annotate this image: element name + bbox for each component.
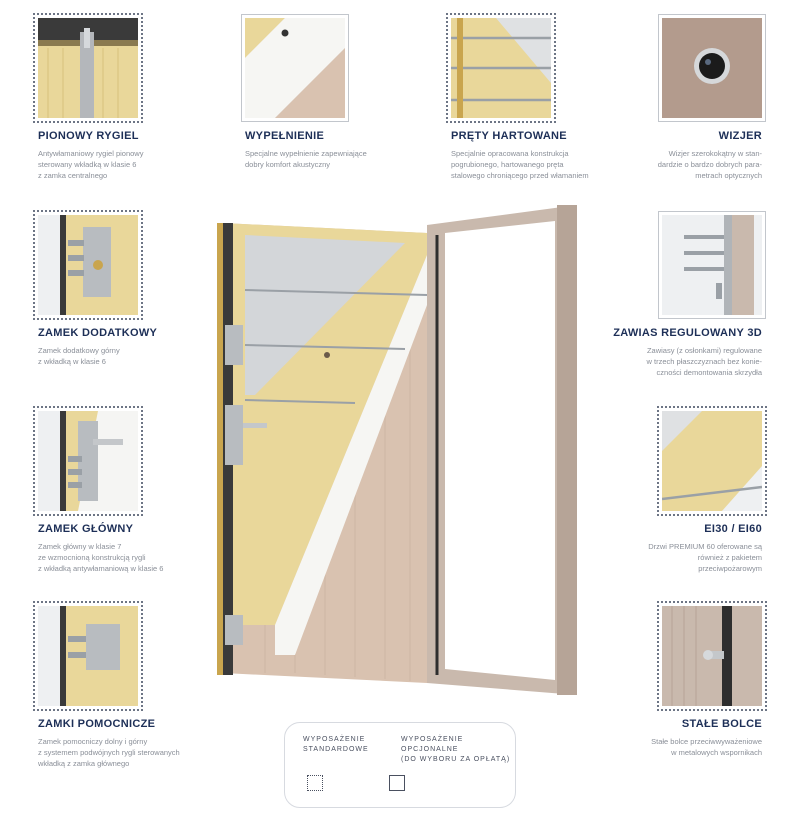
pionowy-rygiel-title: PIONOWY RYGIEL	[38, 130, 139, 142]
filling-icon	[245, 18, 345, 118]
prety-hartowane-thumbnail	[451, 18, 551, 118]
zawias-desc: Zawiasy (z osłonkami) regulowane w trzech płaszczyznach bez konie- czności demontowania skrzydła	[646, 346, 762, 377]
fire-protection-icon	[662, 411, 762, 511]
legend-standard-label: WYPOSAŻENIE STANDARDOWE	[303, 736, 369, 753]
zamek-glowny-thumbnail	[38, 411, 138, 511]
prety-hartowane-title: PRĘTY HARTOWANE	[451, 130, 567, 142]
door-illustration	[205, 195, 600, 700]
door-peephole	[324, 352, 330, 358]
pionowy-rygiel-thumbnail	[38, 18, 138, 118]
ei-title: EI30 / EI60	[704, 523, 762, 535]
zawias-thumbnail	[662, 215, 762, 315]
wypelnienie-thumbnail	[245, 18, 345, 118]
door-additional-lock	[225, 325, 243, 365]
zamek-glowny-desc: Zamek główny w klasie 7 ze wzmocnioną konstrukcją rygli z wkładką antywłamaniową w klasie 6	[38, 542, 164, 573]
wizjer-thumbnail	[662, 18, 762, 118]
bolce-title: STAŁE BOLCE	[681, 718, 762, 730]
legend-optional-label: WYPOSAŻENIE OPCJONALNE (DO WYBORU ZA OPŁATĄ)	[401, 736, 511, 763]
hardened-rods-icon	[451, 18, 551, 118]
feature-bolce	[602, 606, 762, 758]
ei-desc: Drzwi PREMIUM 60 oferowane są również z pakietem przeciwpożarowym	[648, 542, 762, 573]
prety-hartowane-desc: Specjalnie opracowana konstrukcja pogrubionego, hartowanego pręta stalowego chroniącego przed włamaniem	[451, 149, 589, 180]
zamki-pomocnicze-desc: Zamek pomocniczy dolny i górny z systemem podwójnych rygli sterowanych wkładką z zamka głównego	[38, 737, 180, 768]
door-bottom-lock	[225, 615, 243, 645]
door-main-lock	[225, 405, 243, 465]
peephole-icon	[662, 18, 762, 118]
main-lock-icon	[38, 411, 138, 511]
legend-box	[284, 722, 516, 808]
pionowy-rygiel-desc: Antywłamaniowy rygiel pionowy sterowany wkładką w klasie 6 z zamka centralnego	[38, 149, 144, 180]
wizjer-desc: Wizjer szerokokątny w stan- dardzie o bardzo dobrych para- metrach optycznych	[657, 149, 762, 180]
zamek-dodatkowy-title: ZAMEK DODATKOWY	[38, 327, 158, 339]
door-opening	[445, 221, 555, 680]
feature-pionowy-rygiel	[38, 18, 218, 181]
feature-wizjer	[612, 18, 762, 181]
hinge-icon	[662, 215, 762, 315]
feature-zawias	[602, 215, 762, 378]
legend-optional-icon	[389, 775, 405, 791]
feature-zamek-dodatkowy	[38, 215, 218, 367]
feature-ei	[602, 411, 762, 574]
zamek-dodatkowy-thumbnail	[38, 215, 138, 315]
zamek-dodatkowy-desc: Zamek dodatkowy górny z wkładką w klasie 6	[38, 346, 120, 366]
legend-standard-icon	[307, 775, 323, 791]
door-handle	[243, 423, 267, 428]
zawias-title: ZAWIAS REGULOWANY 3D	[613, 327, 762, 339]
anti-lift-pin-icon	[662, 606, 762, 706]
zamki-pomocnicze-title: ZAMKI POMOCNICZE	[38, 718, 156, 730]
zamek-glowny-title: ZAMEK GŁÓWNY	[38, 523, 134, 535]
zamki-pomocnicze-thumbnail	[38, 606, 138, 706]
feature-wypelnienie	[245, 18, 425, 170]
vertical-bolt-icon	[38, 18, 138, 118]
wypelnienie-title: WYPEŁNIENIE	[245, 130, 325, 142]
wizjer-title: WIZJER	[718, 130, 762, 142]
bolce-thumbnail	[662, 606, 762, 706]
wypelnienie-desc: Specjalne wypełnienie zapewniające dobry komfort akustyczny	[245, 149, 367, 169]
feature-zamek-glowny	[38, 411, 228, 574]
additional-lock-icon	[38, 215, 138, 315]
bolce-desc: Stałe bolce przeciwwyważeniowe w metalowych wspornikach	[651, 737, 762, 757]
auxiliary-lock-icon	[38, 606, 138, 706]
ei-thumbnail	[662, 411, 762, 511]
